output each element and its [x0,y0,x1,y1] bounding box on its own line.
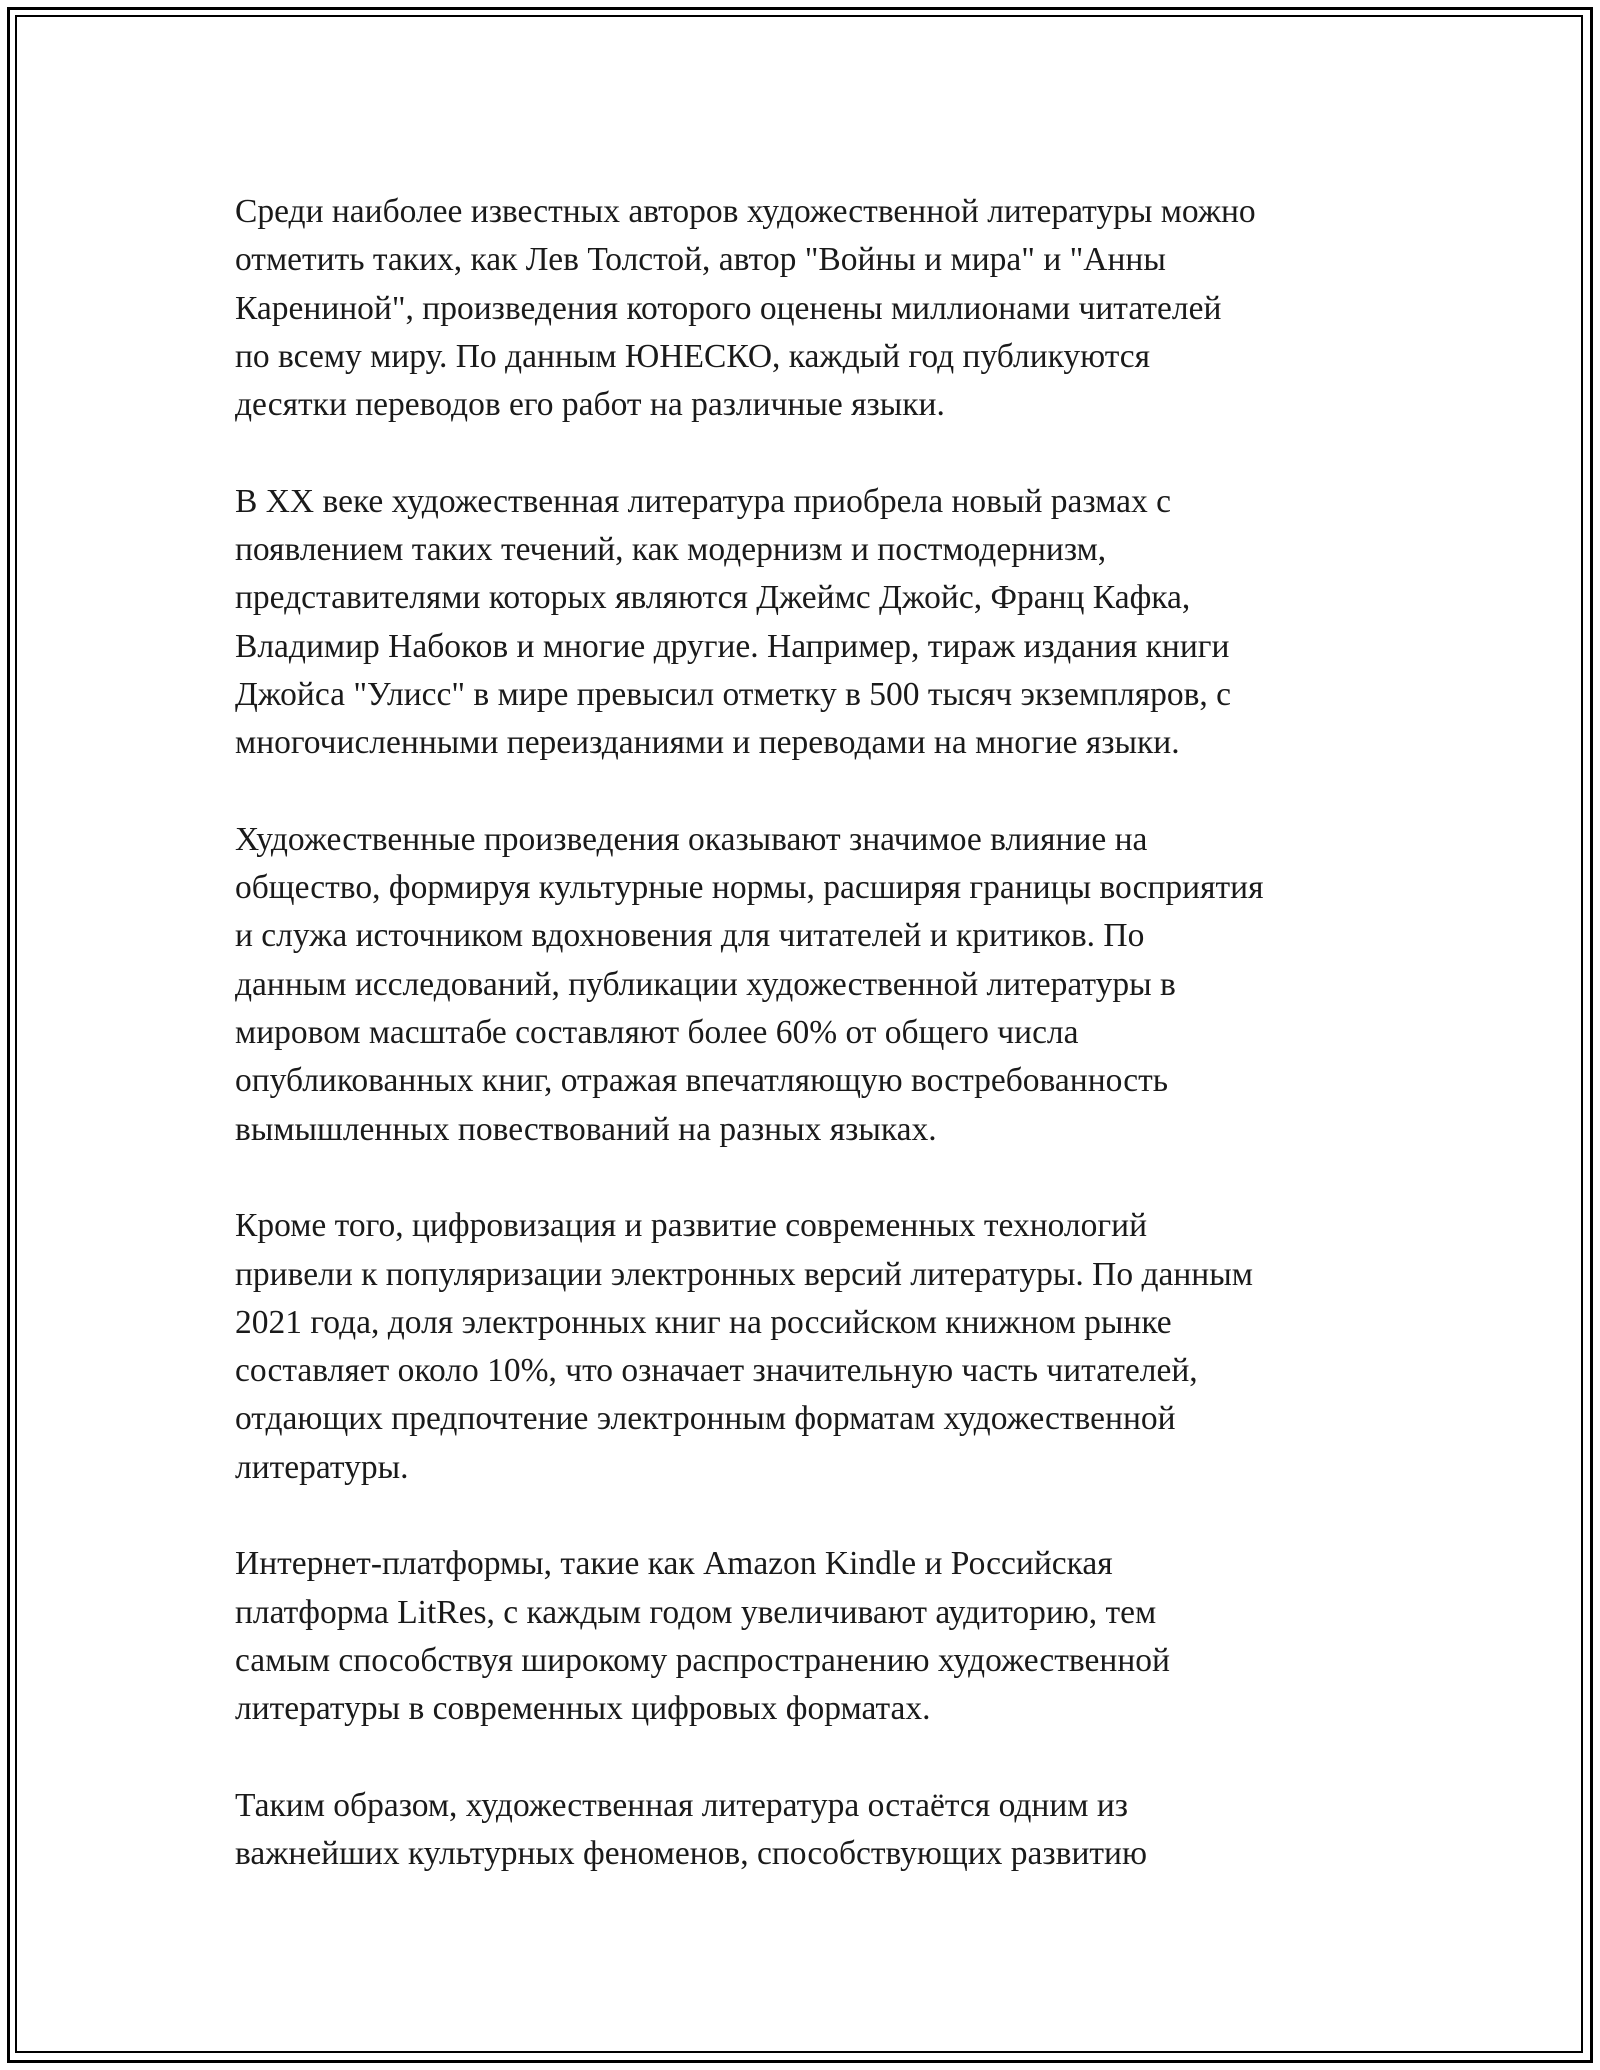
document-body [235,188,1380,1927]
paragraph-4: Кроме того, цифровизация и развитие современных технологий привели к популяризации электронных версий литературы. По данным 2021 года, доля электронных книг на российском книжном рынке составляет около 10%, что означает значительную часть читателей, отдающих предпочтение электронным форматам художественной литературы. [235,1207,1253,1486]
paragraph-1: Среди наиболее известных авторов художественной литературы можно отметить таких, как Лев Толстой, автор "Войны и мира" и "Анны Карениной", произведения которого оценены миллионами читателей по всему миру. По данным ЮНЕСКО, каждый год публикуются десятки переводов его работ на различные языки. [235,193,1256,424]
paragraph-5: Интернет-платформы, такие как Amazon Kindle и Российская платформа LitRes, с каждым годом увеличивают аудиторию, тем самым способствуя широкому распространению художественной литературы в современных цифровых форматах. [235,1545,1170,1728]
paragraph-3: Художественные произведения оказывают значимое влияние на общество, формируя культурные нормы, расширяя границы восприятия и служа источником вдохновения для читателей и критиков. По данным исследований, публикации художественной литературы в мировом масштабе составляют более 60% от общего числа опубликованных книг, отражая впечатляющую востребованность вымышленных повествований на разных языках. [235,820,1264,1148]
paragraph-2: В XX веке художественная литература приобрела новый размах с появлением таких течений, как модернизм и постмодернизм, представителями которых являются Джеймс Джойс, Франц Кафка, Владимир Набоков и многие другие. Например, тираж издания книги Джойса "Улисс" в мире превысил отметку в 500 тысяч экземпляров, с многочисленными переизданиями и переводами на многие языки. [235,482,1232,762]
paragraph-6: Таким образом, художественная литература остаётся одним из важнейших культурных феноменов, способствующих развитию [235,1786,1147,1873]
